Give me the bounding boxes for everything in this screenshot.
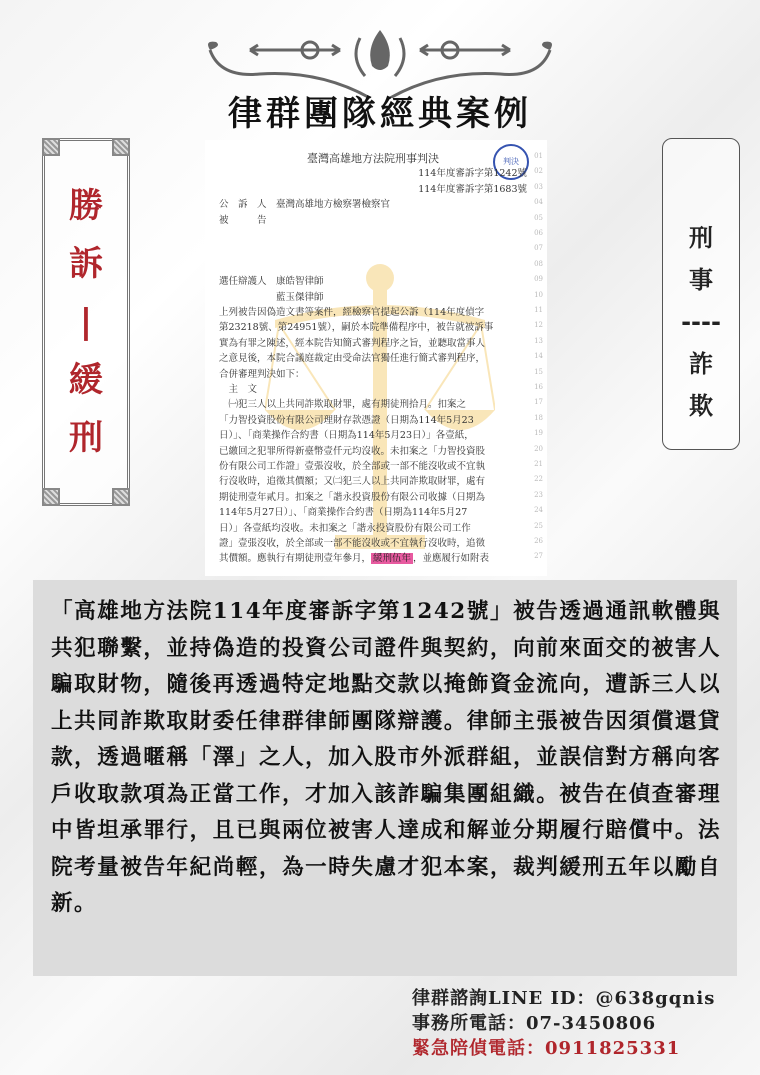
document-line [219, 366, 527, 380]
document-line [219, 381, 527, 395]
document-line [219, 212, 527, 226]
line-number: 12 [534, 321, 543, 330]
case-type-char: 欺 [689, 392, 713, 420]
document-line [219, 273, 527, 287]
line-number: 25 [534, 521, 543, 530]
document-line [219, 504, 527, 518]
line-number: 27 [534, 552, 543, 561]
document-line-text: 114年度審訴字第1242號 [418, 168, 527, 180]
line-number: 15 [534, 367, 543, 376]
document-line-text: 份有限公司工作證」壹張沒收，於全部或一部不能沒收或不宜執 [219, 461, 486, 472]
line-number: 01 [534, 152, 543, 160]
line-number: 26 [534, 537, 543, 545]
document-line-text: ㈠犯三人以上共同詐欺取財罪，處有期徒刑拾月。扣案之 [219, 399, 467, 411]
document-line [219, 242, 527, 256]
ornament-corner-icon [42, 488, 60, 506]
line-number: 21 [534, 460, 543, 468]
line-number: 20 [534, 444, 543, 453]
verdict-char: 刑 [69, 418, 103, 458]
document-line [219, 443, 527, 457]
document-line [219, 319, 527, 333]
office-phone: 事務所電話：07-3450806 [412, 1013, 657, 1034]
case-type-char: 刑 [689, 224, 713, 252]
line-number: 02 [534, 167, 543, 176]
document-line-text: 日）」、「商業操作合約書（日期為114年5月23日）」各壹紙， [219, 430, 474, 442]
line-number: 22 [534, 475, 543, 484]
line-number: 08 [534, 259, 543, 268]
document-line-text: ，並應履行如附表 [413, 553, 490, 565]
document-line-text: 114年5月27日）」、「商業操作合約書（日期為114年5月27 [219, 507, 468, 519]
document-line [219, 458, 527, 472]
document-line-text: 第23218號、第24951號），嗣於本院準備程序中，被告就被訴事 [219, 322, 494, 334]
document-line-text: 公 訴 人 臺灣高雄地方檢察署檢察官 [219, 199, 391, 211]
document-line [219, 289, 527, 303]
document-line [219, 473, 527, 487]
document-line [219, 412, 527, 426]
document-line-text: 上列被告因偽造文書等案件，經檢察官提起公訴（114年度偵字 [219, 307, 485, 318]
line-number: 14 [534, 352, 543, 361]
document-line [219, 196, 527, 210]
document-line [219, 335, 527, 349]
document-line-text: 日）」各壹紙均沒收。未扣案之「諧永投資股份有限公司工作 [219, 522, 471, 534]
line-number: 11 [534, 306, 543, 314]
document-line [219, 520, 527, 534]
document-line-text: 合併審理判決如下： [219, 368, 305, 380]
document-line-text: 行沒收時，追徵其價額；又㈡犯三人以上共同詐欺取財罪，處有 [219, 476, 486, 488]
document-line-text: 選任辯護人 康皓智律師 [219, 276, 324, 288]
document-line-text: 已繳回之犯罪所得新臺幣壹仟元均沒收。未扣案之「力智投資股 [219, 445, 486, 457]
ornament-corner-icon [112, 488, 130, 506]
verdict-char: 勝 [69, 186, 103, 226]
document-line [219, 535, 527, 549]
emergency-phone: 緊急陪偵電話：0911825331 [412, 1038, 681, 1059]
page-title: 律群團隊經典案例 [228, 94, 532, 134]
document-line [219, 304, 527, 318]
ornament-corner-icon [112, 138, 130, 156]
case-type-char: 事 [689, 266, 713, 294]
verdict-char: | [79, 302, 93, 342]
line-number: 19 [534, 429, 543, 438]
line-number: 13 [534, 336, 543, 345]
court-stamp: 判決 [493, 144, 529, 180]
court-judgment-document [205, 140, 547, 576]
line-number: 23 [534, 490, 543, 499]
line-number: 07 [534, 244, 543, 253]
document-line [219, 396, 527, 410]
document-line-text: 其價額。應執行有期徒刑壹年參月， [219, 553, 372, 565]
line-number: 06 [534, 229, 543, 237]
document-line-text: 114年度審訴字第1683號 [418, 183, 527, 195]
document-line [219, 550, 527, 564]
line-number: 17 [534, 398, 543, 407]
document-line-text: 期徒刑壹年貳月。扣案之「諧永投資股份有限公司收據（日期為 [219, 491, 486, 503]
document-line [219, 165, 527, 179]
line-number: 18 [534, 413, 543, 422]
document-line [219, 181, 527, 195]
verdict-char: 訴 [69, 244, 103, 284]
document-line [219, 427, 527, 441]
document-line-text: 實為有罪之陳述，經本院告知簡式審判程序之旨，並聽取當事人 [219, 337, 486, 349]
document-line-text: 被 告 [219, 214, 267, 226]
line-id: 律群諮詢LINE ID：@638gqnis [412, 988, 716, 1009]
document-line-text: 臺灣高雄地方法院刑事判決 [307, 152, 439, 165]
document-line-text: 主 文 [219, 384, 258, 395]
case-type-char: ---- [681, 308, 721, 336]
ornament-corner-icon [42, 138, 60, 156]
line-number: 16 [534, 383, 543, 391]
document-line [219, 350, 527, 364]
line-number: 05 [534, 213, 543, 222]
document-line-text: 證」壹張沒收，於全部或一部不能沒收或不宜執行沒收時，追徵 [219, 538, 486, 549]
line-number: 10 [534, 290, 543, 299]
document-line-text: 「力智投資股份有限公司理財存款憑證（日期為114年5月23 [219, 414, 474, 426]
document-line [219, 150, 527, 164]
document-line [219, 227, 527, 241]
contact-info [412, 986, 715, 1061]
line-number: 09 [534, 275, 543, 284]
line-number: 24 [534, 506, 543, 515]
verdict-panel [42, 138, 130, 506]
verdict-char: 緩 [69, 360, 103, 400]
line-number: 03 [534, 182, 543, 191]
highlighted-sentence: 緩刑伍年 [373, 553, 412, 565]
document-line [219, 489, 527, 503]
document-line-text: 之意見後，本院合議庭裁定由受命法官獨任進行簡式審判程序， [219, 353, 486, 365]
document-line [219, 258, 527, 272]
case-summary-box [33, 580, 737, 976]
line-number: 04 [534, 198, 543, 207]
case-type-panel [662, 138, 740, 450]
document-line-text: 藍玉傑律師 [219, 291, 324, 303]
case-type-char: 詐 [689, 350, 713, 378]
case-summary-text: 「高雄地方法院114年度審訴字第1242號」被告透過通訊軟體與共犯聯繫，並持偽造的投資公司證件與契約，向前來面交的被害人騙取財物，隨後再透過特定地點交款以掩飾資金流向，遭訴三人以上共同詐欺取財委任律群律師團隊辯護。律師主張被告因須償還貸款，透過暱稱「澤」之人，加入股市外派群組，並誤信對方稱向客戶收取款項為正當工作，才加入該詐騙集團組織。被告在偵查審理中皆坦承罪行，且已與兩位被害人達成和解並分期履行賠償中。法院考量被告年紀尚輕，為一時失慮才犯本案，裁判緩刑五年以勵自新。 [51, 599, 721, 916]
